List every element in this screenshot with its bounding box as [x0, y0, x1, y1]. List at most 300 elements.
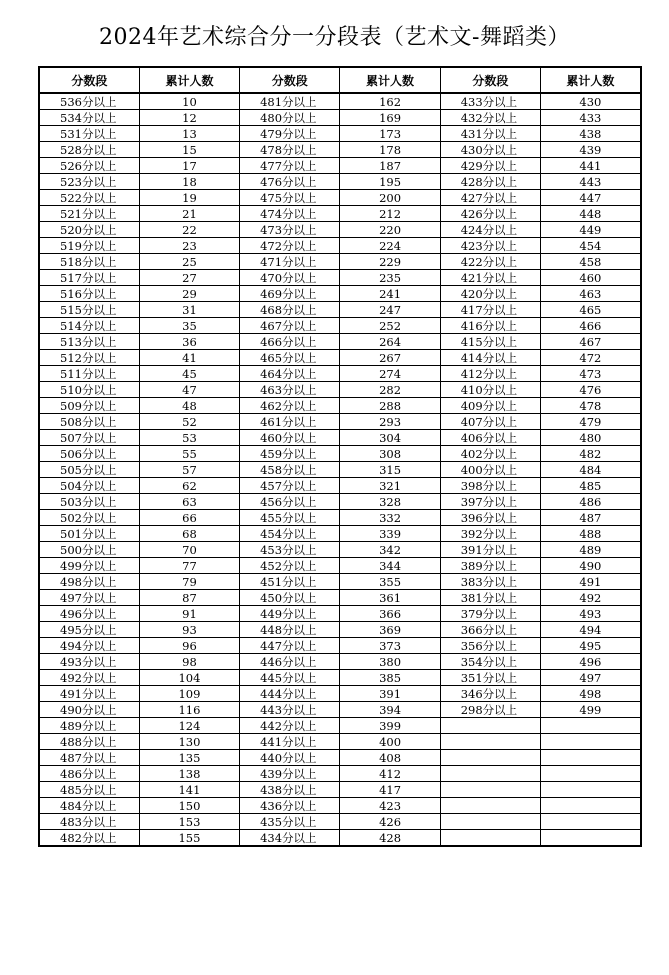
cumulative-count-cell — [540, 766, 640, 782]
cumulative-count-cell: 332 — [340, 510, 440, 526]
cumulative-count-cell: 68 — [139, 526, 239, 542]
cumulative-count-cell: 423 — [340, 798, 440, 814]
cumulative-count-cell: 448 — [540, 206, 640, 222]
score-segment-cell: 511分以上 — [39, 366, 139, 382]
score-segment-cell: 438分以上 — [240, 782, 340, 798]
cumulative-count-cell — [540, 782, 640, 798]
cumulative-count-cell: 124 — [139, 718, 239, 734]
cumulative-count-cell: 130 — [139, 734, 239, 750]
cumulative-count-cell: 400 — [340, 734, 440, 750]
score-segment-cell: 536分以上 — [39, 93, 139, 110]
cumulative-count-cell: 241 — [340, 286, 440, 302]
cumulative-count-cell: 173 — [340, 126, 440, 142]
score-segment-cell: 512分以上 — [39, 350, 139, 366]
cumulative-count-cell: 495 — [540, 638, 640, 654]
cumulative-count-cell: 220 — [340, 222, 440, 238]
cumulative-count-cell: 433 — [540, 110, 640, 126]
table-row — [39, 286, 641, 302]
cumulative-count-cell: 29 — [139, 286, 239, 302]
score-segment-cell: 391分以上 — [440, 542, 540, 558]
table-row — [39, 638, 641, 654]
score-segment-cell: 515分以上 — [39, 302, 139, 318]
score-segment-cell: 470分以上 — [240, 270, 340, 286]
table-row — [39, 190, 641, 206]
score-segment-cell: 488分以上 — [39, 734, 139, 750]
score-segment-cell: 459分以上 — [240, 446, 340, 462]
score-segment-cell: 469分以上 — [240, 286, 340, 302]
table-row — [39, 622, 641, 638]
cumulative-count-cell: 458 — [540, 254, 640, 270]
cumulative-count-cell: 478 — [540, 398, 640, 414]
score-segment-cell: 483分以上 — [39, 814, 139, 830]
cumulative-count-cell: 13 — [139, 126, 239, 142]
table-row — [39, 686, 641, 702]
score-segment-cell: 444分以上 — [240, 686, 340, 702]
score-segment-cell: 505分以上 — [39, 462, 139, 478]
cumulative-count-cell: 463 — [540, 286, 640, 302]
cumulative-count-cell: 62 — [139, 478, 239, 494]
cumulative-count-cell: 31 — [139, 302, 239, 318]
score-segment-cell — [440, 830, 540, 847]
cumulative-count-cell: 91 — [139, 606, 239, 622]
cumulative-count-cell: 35 — [139, 318, 239, 334]
score-segment-cell: 389分以上 — [440, 558, 540, 574]
table-row — [39, 718, 641, 734]
cumulative-count-cell: 342 — [340, 542, 440, 558]
cumulative-count-cell: 385 — [340, 670, 440, 686]
score-segment-cell: 493分以上 — [39, 654, 139, 670]
cumulative-count-cell: 66 — [139, 510, 239, 526]
score-segment-cell: 356分以上 — [440, 638, 540, 654]
score-segment-cell: 528分以上 — [39, 142, 139, 158]
score-segment-cell: 472分以上 — [240, 238, 340, 254]
score-segment-cell — [440, 734, 540, 750]
score-segment-cell: 479分以上 — [240, 126, 340, 142]
score-segment-cell: 471分以上 — [240, 254, 340, 270]
score-segment-cell: 446分以上 — [240, 654, 340, 670]
table-row — [39, 766, 641, 782]
score-segment-cell: 402分以上 — [440, 446, 540, 462]
cumulative-count-cell: 408 — [340, 750, 440, 766]
score-segment-cell: 420分以上 — [440, 286, 540, 302]
score-segment-cell: 520分以上 — [39, 222, 139, 238]
score-segment-cell: 455分以上 — [240, 510, 340, 526]
score-segment-cell: 406分以上 — [440, 430, 540, 446]
cumulative-count-cell: 366 — [340, 606, 440, 622]
score-segment-cell: 415分以上 — [440, 334, 540, 350]
cumulative-count-cell: 17 — [139, 158, 239, 174]
cumulative-count-cell: 79 — [139, 574, 239, 590]
score-segment-cell: 491分以上 — [39, 686, 139, 702]
score-segment-cell: 462分以上 — [240, 398, 340, 414]
score-segment-cell: 502分以上 — [39, 510, 139, 526]
score-segment-cell: 451分以上 — [240, 574, 340, 590]
score-segment-cell: 412分以上 — [440, 366, 540, 382]
score-segment-cell — [440, 718, 540, 734]
cumulative-count-cell: 21 — [139, 206, 239, 222]
table-row — [39, 158, 641, 174]
score-segment-cell: 436分以上 — [240, 798, 340, 814]
table-row — [39, 750, 641, 766]
cumulative-count-cell: 449 — [540, 222, 640, 238]
cumulative-count-cell: 441 — [540, 158, 640, 174]
cumulative-count-cell: 497 — [540, 670, 640, 686]
cumulative-count-cell: 36 — [139, 334, 239, 350]
cumulative-count-cell: 162 — [340, 93, 440, 110]
cumulative-count-cell: 282 — [340, 382, 440, 398]
cumulative-count-cell: 479 — [540, 414, 640, 430]
cumulative-count-cell: 417 — [340, 782, 440, 798]
cumulative-count-cell: 63 — [139, 494, 239, 510]
score-segment-cell: 429分以上 — [440, 158, 540, 174]
score-segment-cell: 480分以上 — [240, 110, 340, 126]
cumulative-count-cell: 443 — [540, 174, 640, 190]
table-row — [39, 126, 641, 142]
table-row — [39, 254, 641, 270]
table-row — [39, 350, 641, 366]
score-segment-cell: 526分以上 — [39, 158, 139, 174]
score-segment-cell: 486分以上 — [39, 766, 139, 782]
cumulative-count-cell: 361 — [340, 590, 440, 606]
score-segment-cell: 481分以上 — [240, 93, 340, 110]
score-segment-cell: 492分以上 — [39, 670, 139, 686]
score-segment-cell: 497分以上 — [39, 590, 139, 606]
cumulative-count-cell: 195 — [340, 174, 440, 190]
score-segment-cell: 417分以上 — [440, 302, 540, 318]
cumulative-count-cell: 465 — [540, 302, 640, 318]
cumulative-count-cell: 229 — [340, 254, 440, 270]
score-segment-cell: 513分以上 — [39, 334, 139, 350]
cumulative-count-cell: 494 — [540, 622, 640, 638]
score-segment-cell: 434分以上 — [240, 830, 340, 847]
score-segment-cell: 448分以上 — [240, 622, 340, 638]
cumulative-count-cell: 328 — [340, 494, 440, 510]
score-segment-cell: 487分以上 — [39, 750, 139, 766]
score-segment-cell: 381分以上 — [440, 590, 540, 606]
score-segment-cell: 518分以上 — [39, 254, 139, 270]
table-row — [39, 830, 641, 847]
table-row — [39, 814, 641, 830]
table-row — [39, 798, 641, 814]
cumulative-count-cell — [540, 830, 640, 847]
score-segment-cell: 351分以上 — [440, 670, 540, 686]
cumulative-count-cell: 454 — [540, 238, 640, 254]
score-segment-cell: 508分以上 — [39, 414, 139, 430]
score-segment-cell: 423分以上 — [440, 238, 540, 254]
score-segment-cell — [440, 814, 540, 830]
cumulative-count-cell: 486 — [540, 494, 640, 510]
cumulative-count-cell: 472 — [540, 350, 640, 366]
cumulative-count-cell: 247 — [340, 302, 440, 318]
table-row — [39, 366, 641, 382]
cumulative-count-cell: 499 — [540, 702, 640, 718]
cumulative-count-cell: 412 — [340, 766, 440, 782]
cumulative-count-cell: 399 — [340, 718, 440, 734]
table-row — [39, 510, 641, 526]
score-segment-cell: 396分以上 — [440, 510, 540, 526]
cumulative-count-cell: 87 — [139, 590, 239, 606]
score-segment-cell — [440, 766, 540, 782]
cumulative-count-cell: 439 — [540, 142, 640, 158]
cumulative-count-cell: 187 — [340, 158, 440, 174]
score-segment-cell: 485分以上 — [39, 782, 139, 798]
table-row — [39, 334, 641, 350]
table-row — [39, 206, 641, 222]
cumulative-count-cell: 321 — [340, 478, 440, 494]
score-segment-cell: 468分以上 — [240, 302, 340, 318]
score-segment-cell: 443分以上 — [240, 702, 340, 718]
score-segment-cell: 450分以上 — [240, 590, 340, 606]
column-header-cumulative-count: 累计人数 — [139, 67, 239, 93]
table-row — [39, 222, 641, 238]
score-segment-cell: 522分以上 — [39, 190, 139, 206]
table-row — [39, 93, 641, 110]
table-row — [39, 494, 641, 510]
table-row — [39, 302, 641, 318]
score-segment-cell: 447分以上 — [240, 638, 340, 654]
score-segment-cell: 445分以上 — [240, 670, 340, 686]
score-segment-cell: 453分以上 — [240, 542, 340, 558]
score-segment-cell: 531分以上 — [39, 126, 139, 142]
score-segment-cell: 498分以上 — [39, 574, 139, 590]
score-segment-cell: 441分以上 — [240, 734, 340, 750]
score-segment-cell: 452分以上 — [240, 558, 340, 574]
score-segment-cell: 499分以上 — [39, 558, 139, 574]
score-segment-cell: 422分以上 — [440, 254, 540, 270]
score-segment-cell: 400分以上 — [440, 462, 540, 478]
score-segment-cell: 442分以上 — [240, 718, 340, 734]
cumulative-count-cell: 252 — [340, 318, 440, 334]
score-segment-cell: 478分以上 — [240, 142, 340, 158]
score-segment-cell: 506分以上 — [39, 446, 139, 462]
cumulative-count-cell: 466 — [540, 318, 640, 334]
cumulative-count-cell: 96 — [139, 638, 239, 654]
table-row — [39, 382, 641, 398]
cumulative-count-cell: 104 — [139, 670, 239, 686]
table-row — [39, 430, 641, 446]
score-segment-cell — [440, 782, 540, 798]
score-segment-cell: 501分以上 — [39, 526, 139, 542]
cumulative-count-cell: 380 — [340, 654, 440, 670]
cumulative-count-cell: 169 — [340, 110, 440, 126]
table-row — [39, 462, 641, 478]
cumulative-count-cell: 394 — [340, 702, 440, 718]
score-segment-cell: 379分以上 — [440, 606, 540, 622]
score-segment-cell: 430分以上 — [440, 142, 540, 158]
score-segment-cell: 433分以上 — [440, 93, 540, 110]
cumulative-count-cell: 109 — [139, 686, 239, 702]
cumulative-count-cell: 473 — [540, 366, 640, 382]
table-row — [39, 782, 641, 798]
cumulative-count-cell: 293 — [340, 414, 440, 430]
table-row — [39, 318, 641, 334]
score-segment-cell: 490分以上 — [39, 702, 139, 718]
cumulative-count-cell: 369 — [340, 622, 440, 638]
cumulative-count-cell: 493 — [540, 606, 640, 622]
cumulative-count-cell: 212 — [340, 206, 440, 222]
cumulative-count-cell: 93 — [139, 622, 239, 638]
score-segment-cell: 427分以上 — [440, 190, 540, 206]
score-segment-cell: 410分以上 — [440, 382, 540, 398]
score-segment-cell: 516分以上 — [39, 286, 139, 302]
score-segment-cell: 409分以上 — [440, 398, 540, 414]
cumulative-count-cell: 391 — [340, 686, 440, 702]
cumulative-count-cell — [540, 750, 640, 766]
cumulative-count-cell: 492 — [540, 590, 640, 606]
cumulative-count-cell: 47 — [139, 382, 239, 398]
score-segment-cell: 461分以上 — [240, 414, 340, 430]
score-segment-cell: 482分以上 — [39, 830, 139, 847]
cumulative-count-cell: 315 — [340, 462, 440, 478]
cumulative-count-cell: 22 — [139, 222, 239, 238]
score-segment-cell: 503分以上 — [39, 494, 139, 510]
cumulative-count-cell: 41 — [139, 350, 239, 366]
table-row — [39, 526, 641, 542]
table-row — [39, 110, 641, 126]
cumulative-count-cell: 485 — [540, 478, 640, 494]
score-segment-cell: 466分以上 — [240, 334, 340, 350]
table-row — [39, 238, 641, 254]
score-segment-cell: 435分以上 — [240, 814, 340, 830]
score-segment-cell: 463分以上 — [240, 382, 340, 398]
cumulative-count-cell — [540, 734, 640, 750]
cumulative-count-cell: 12 — [139, 110, 239, 126]
score-segment-cell: 475分以上 — [240, 190, 340, 206]
table-row — [39, 670, 641, 686]
cumulative-count-cell: 135 — [139, 750, 239, 766]
column-header-cumulative-count: 累计人数 — [540, 67, 640, 93]
score-segment-cell: 523分以上 — [39, 174, 139, 190]
score-segment-cell: 474分以上 — [240, 206, 340, 222]
score-segment-cell: 407分以上 — [440, 414, 540, 430]
cumulative-count-cell: 438 — [540, 126, 640, 142]
cumulative-count-cell: 447 — [540, 190, 640, 206]
cumulative-count-cell — [540, 798, 640, 814]
score-segment-cell — [440, 798, 540, 814]
score-segment-cell: 431分以上 — [440, 126, 540, 142]
score-segment-cell: 428分以上 — [440, 174, 540, 190]
cumulative-count-cell: 264 — [340, 334, 440, 350]
score-segment-cell: 346分以上 — [440, 686, 540, 702]
table-row — [39, 174, 641, 190]
score-segment-cell: 398分以上 — [440, 478, 540, 494]
cumulative-count-cell: 23 — [139, 238, 239, 254]
column-header-score-segment: 分数段 — [240, 67, 340, 93]
cumulative-count-cell: 70 — [139, 542, 239, 558]
score-segment-cell: 383分以上 — [440, 574, 540, 590]
cumulative-count-cell: 498 — [540, 686, 640, 702]
cumulative-count-cell: 178 — [340, 142, 440, 158]
cumulative-count-cell — [540, 718, 640, 734]
cumulative-count-cell: 55 — [139, 446, 239, 462]
score-segment-cell: 519分以上 — [39, 238, 139, 254]
column-header-score-segment: 分数段 — [39, 67, 139, 93]
table-row — [39, 446, 641, 462]
table-body — [39, 93, 641, 846]
cumulative-count-cell: 489 — [540, 542, 640, 558]
score-segment-cell: 392分以上 — [440, 526, 540, 542]
cumulative-count-cell: 308 — [340, 446, 440, 462]
cumulative-count-cell: 155 — [139, 830, 239, 847]
cumulative-count-cell: 476 — [540, 382, 640, 398]
score-segment-cell: 507分以上 — [39, 430, 139, 446]
score-segment-cell: 517分以上 — [39, 270, 139, 286]
cumulative-count-cell: 487 — [540, 510, 640, 526]
score-segment-cell: 489分以上 — [39, 718, 139, 734]
cumulative-count-cell: 200 — [340, 190, 440, 206]
score-segment-cell: 456分以上 — [240, 494, 340, 510]
score-segment-cell: 477分以上 — [240, 158, 340, 174]
score-segment-cell: 534分以上 — [39, 110, 139, 126]
table-row — [39, 478, 641, 494]
column-header-score-segment: 分数段 — [440, 67, 540, 93]
score-segment-cell: 432分以上 — [440, 110, 540, 126]
page-title: 2024年艺术综合分一分段表（艺术文-舞蹈类） — [99, 25, 570, 50]
score-distribution-table — [38, 66, 642, 847]
score-segment-cell: 473分以上 — [240, 222, 340, 238]
table-row — [39, 734, 641, 750]
score-segment-cell: 366分以上 — [440, 622, 540, 638]
cumulative-count-cell: 52 — [139, 414, 239, 430]
table-row — [39, 558, 641, 574]
cumulative-count-cell: 482 — [540, 446, 640, 462]
score-segment-cell: 504分以上 — [39, 478, 139, 494]
cumulative-count-cell: 288 — [340, 398, 440, 414]
cumulative-count-cell: 116 — [139, 702, 239, 718]
cumulative-count-cell: 480 — [540, 430, 640, 446]
cumulative-count-cell: 138 — [139, 766, 239, 782]
cumulative-count-cell: 488 — [540, 526, 640, 542]
score-segment-cell: 416分以上 — [440, 318, 540, 334]
score-segment-cell: 510分以上 — [39, 382, 139, 398]
score-segment-cell: 397分以上 — [440, 494, 540, 510]
cumulative-count-cell: 355 — [340, 574, 440, 590]
table-row — [39, 606, 641, 622]
cumulative-count-cell: 27 — [139, 270, 239, 286]
cumulative-count-cell: 304 — [340, 430, 440, 446]
cumulative-count-cell: 484 — [540, 462, 640, 478]
cumulative-count-cell: 224 — [340, 238, 440, 254]
cumulative-count-cell: 77 — [139, 558, 239, 574]
score-segment-cell: 476分以上 — [240, 174, 340, 190]
score-segment-cell: 421分以上 — [440, 270, 540, 286]
score-segment-cell: 496分以上 — [39, 606, 139, 622]
table-row — [39, 142, 641, 158]
cumulative-count-cell: 274 — [340, 366, 440, 382]
table-row — [39, 542, 641, 558]
table-row — [39, 654, 641, 670]
score-segment-cell: 439分以上 — [240, 766, 340, 782]
score-segment-cell: 354分以上 — [440, 654, 540, 670]
score-segment-cell: 521分以上 — [39, 206, 139, 222]
cumulative-count-cell: 235 — [340, 270, 440, 286]
score-segment-cell: 464分以上 — [240, 366, 340, 382]
cumulative-count-cell: 267 — [340, 350, 440, 366]
cumulative-count-cell: 490 — [540, 558, 640, 574]
cumulative-count-cell: 150 — [139, 798, 239, 814]
table-header-row — [39, 67, 641, 93]
cumulative-count-cell: 467 — [540, 334, 640, 350]
score-segment-cell: 458分以上 — [240, 462, 340, 478]
score-segment-cell: 449分以上 — [240, 606, 340, 622]
cumulative-count-cell: 373 — [340, 638, 440, 654]
table-row — [39, 398, 641, 414]
cumulative-count-cell: 18 — [139, 174, 239, 190]
cumulative-count-cell: 25 — [139, 254, 239, 270]
score-segment-cell: 457分以上 — [240, 478, 340, 494]
cumulative-count-cell: 15 — [139, 142, 239, 158]
cumulative-count-cell: 153 — [139, 814, 239, 830]
